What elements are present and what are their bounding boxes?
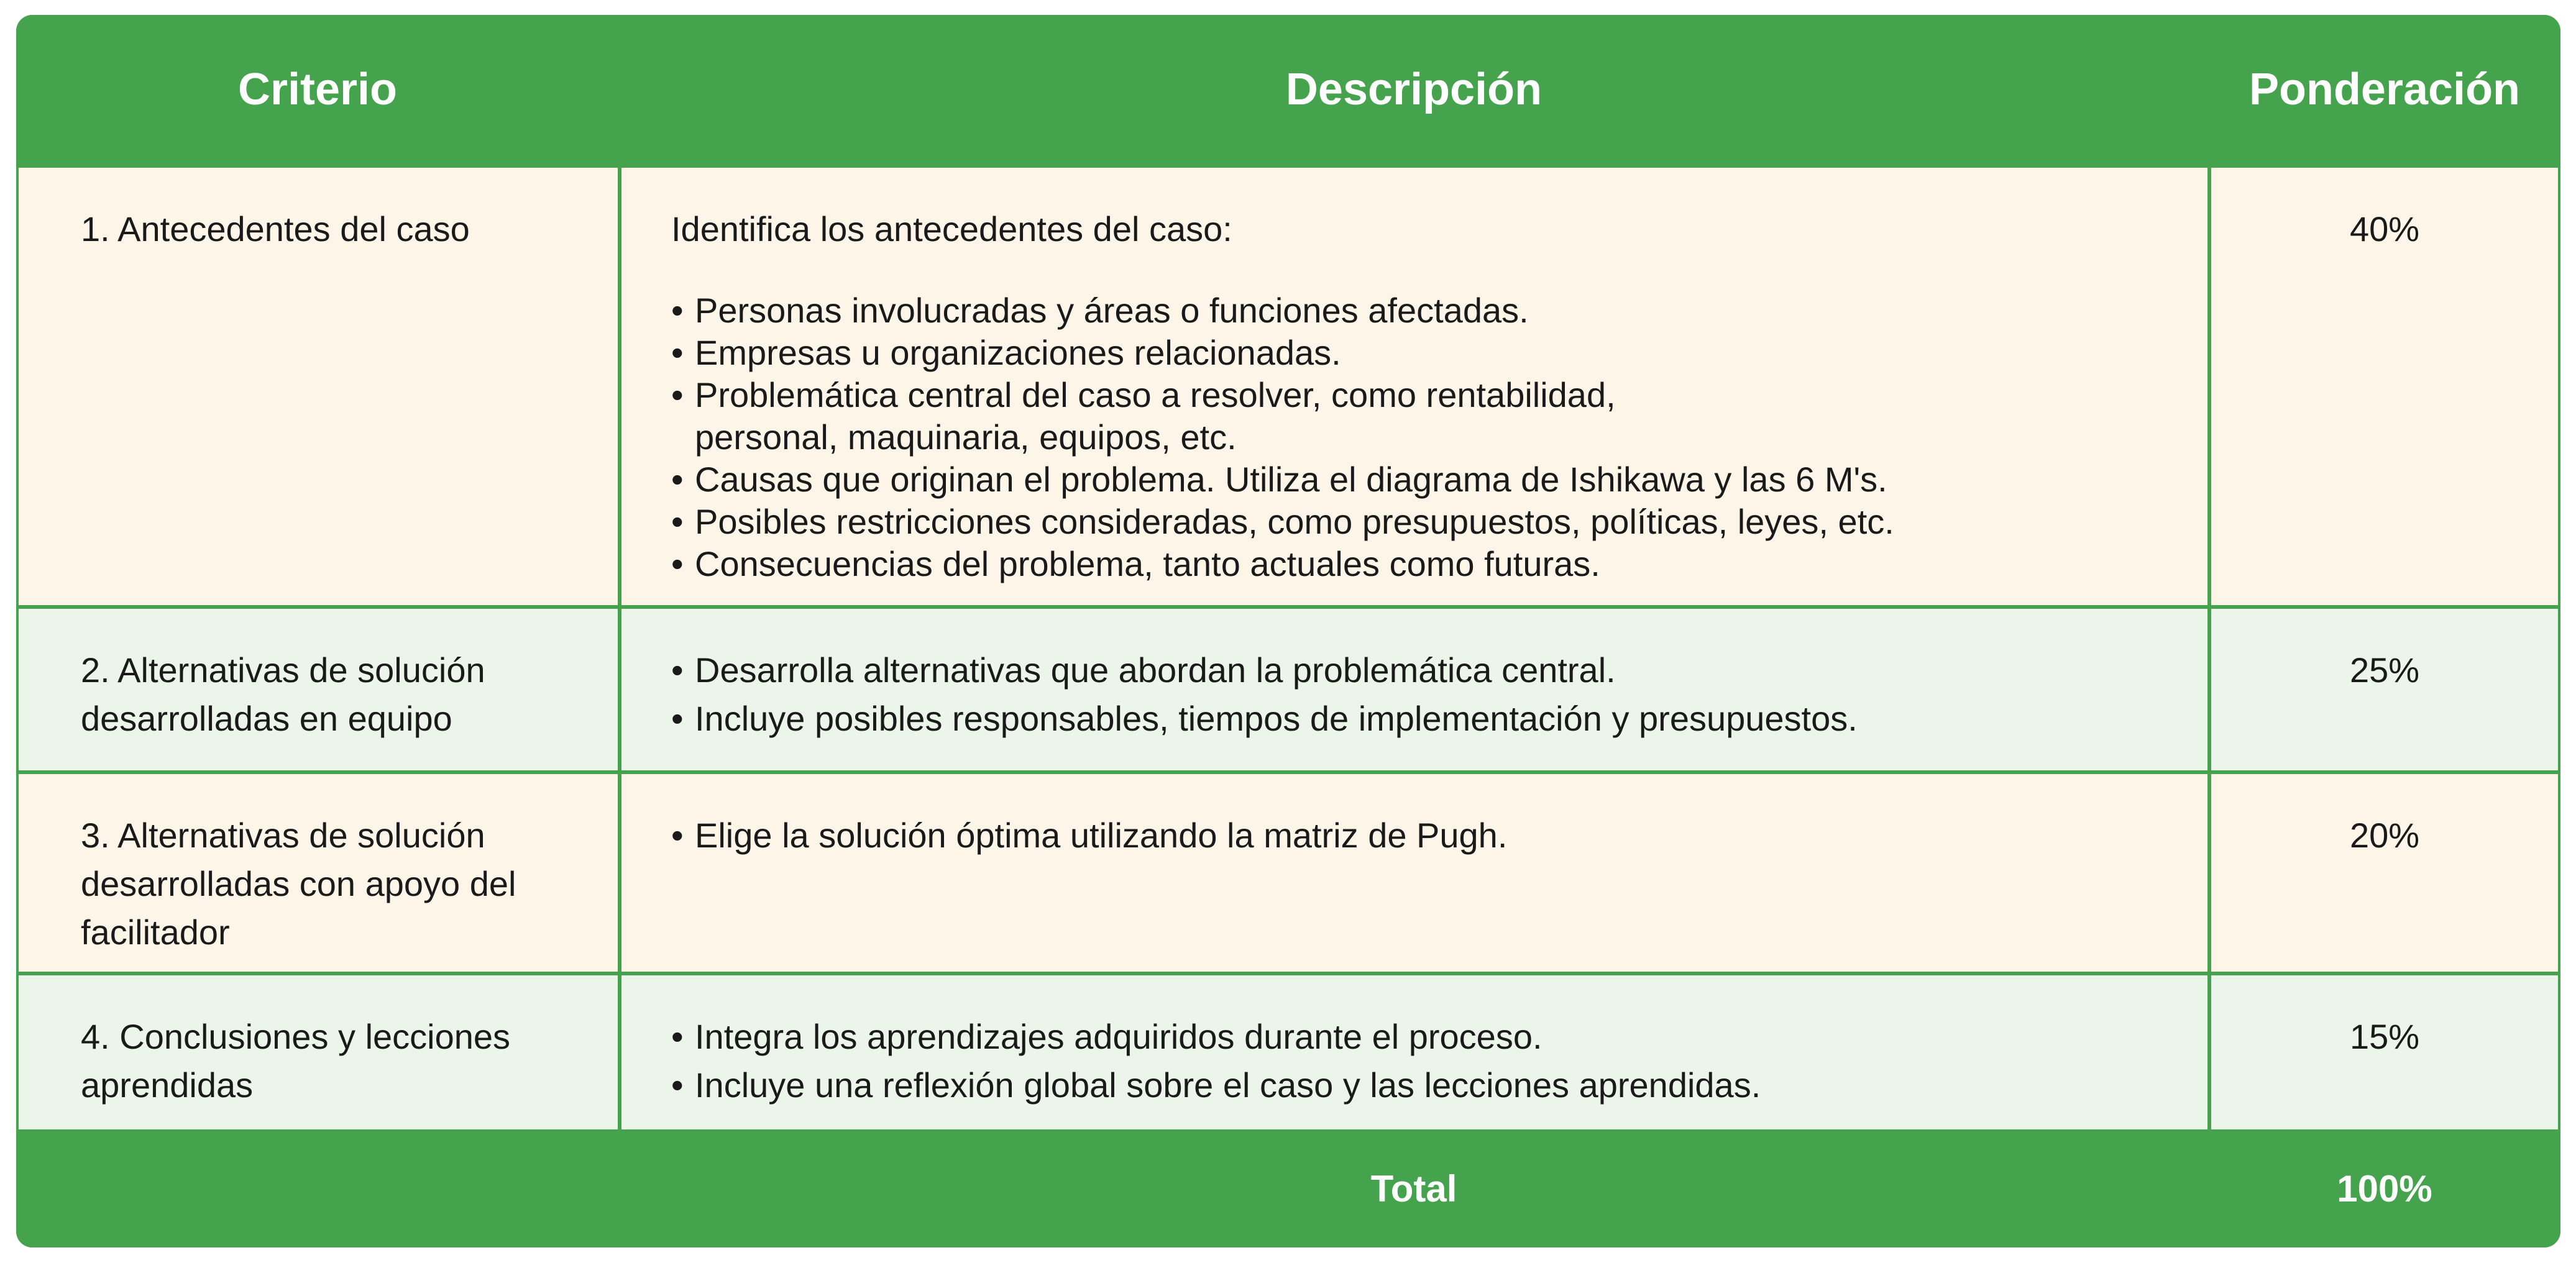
row-intro: Identifica los antecedentes del caso: [671, 209, 1232, 248]
list-item: • Posibles restricciones consideradas, como presupuestos, políticas, leyes, etc. [671, 501, 2183, 543]
row-ponderacion: 40% [2349, 209, 2420, 248]
row-descripcion [621, 609, 2207, 743]
row-criterio: 4. Conclusiones y lecciones aprendidas [81, 1017, 511, 1105]
table-footer [16, 1129, 2560, 1247]
row-ponderacion: 20% [2349, 816, 2420, 855]
bullet-list [671, 290, 2183, 585]
list-item: • Problemática central del caso a resolver, como rentabilidad, personal, maquinaria, equipos, etc. [671, 374, 2183, 458]
total-label: Total [1370, 1167, 1457, 1210]
bullet-list [671, 646, 2183, 743]
list-item: • Incluye posibles responsables, tiempos de implementación y presupuestos. [671, 695, 2183, 743]
table-row [19, 770, 2558, 972]
list-item: • Personas involucradas y áreas o funciones afectadas. [671, 290, 2183, 332]
row-criterio: 1. Antecedentes del caso [81, 209, 470, 248]
table-row [19, 605, 2558, 770]
row-criterio: 3. Alternativas de solución desarrolladas con apoyo del facilitador [81, 816, 516, 952]
row-descripcion [621, 774, 2207, 860]
bullet-list [671, 1013, 2183, 1110]
row-ponderacion: 25% [2349, 650, 2420, 690]
table-row [19, 164, 2558, 605]
list-item: • Integra los aprendizajes adquiridos durante el proceso. [671, 1013, 2183, 1061]
list-item: • Causas que originan el problema. Utiliza el diagrama de Ishikawa y las 6 M's. [671, 458, 2183, 501]
table-header [16, 15, 2560, 164]
row-criterio: 2. Alternativas de solución desarrolladas en equipo [81, 650, 485, 738]
list-item: • Desarrolla alternativas que abordan la problemática central. [671, 646, 2183, 695]
list-item: • Consecuencias del problema, tanto actuales como futuras. [671, 543, 2183, 585]
bullet-list [671, 811, 2183, 860]
total-value: 100% [2337, 1167, 2432, 1210]
row-descripcion [621, 168, 2207, 585]
list-item: • Empresas u organizaciones relacionadas. [671, 332, 2183, 374]
row-descripcion [621, 975, 2207, 1110]
list-item: • Elige la solución óptima utilizando la matriz de Pugh. [671, 811, 2183, 860]
row-ponderacion: 15% [2349, 1017, 2420, 1056]
header-ponderacion: Ponderación [2248, 65, 2521, 114]
table-row [19, 972, 2558, 1129]
rubric-table [16, 15, 2560, 1247]
header-criterio: Criterio [237, 65, 398, 114]
header-descripcion: Descripción [1285, 65, 1542, 114]
list-item: • Incluye una reflexión global sobre el caso y las lecciones aprendidas. [671, 1061, 2183, 1110]
